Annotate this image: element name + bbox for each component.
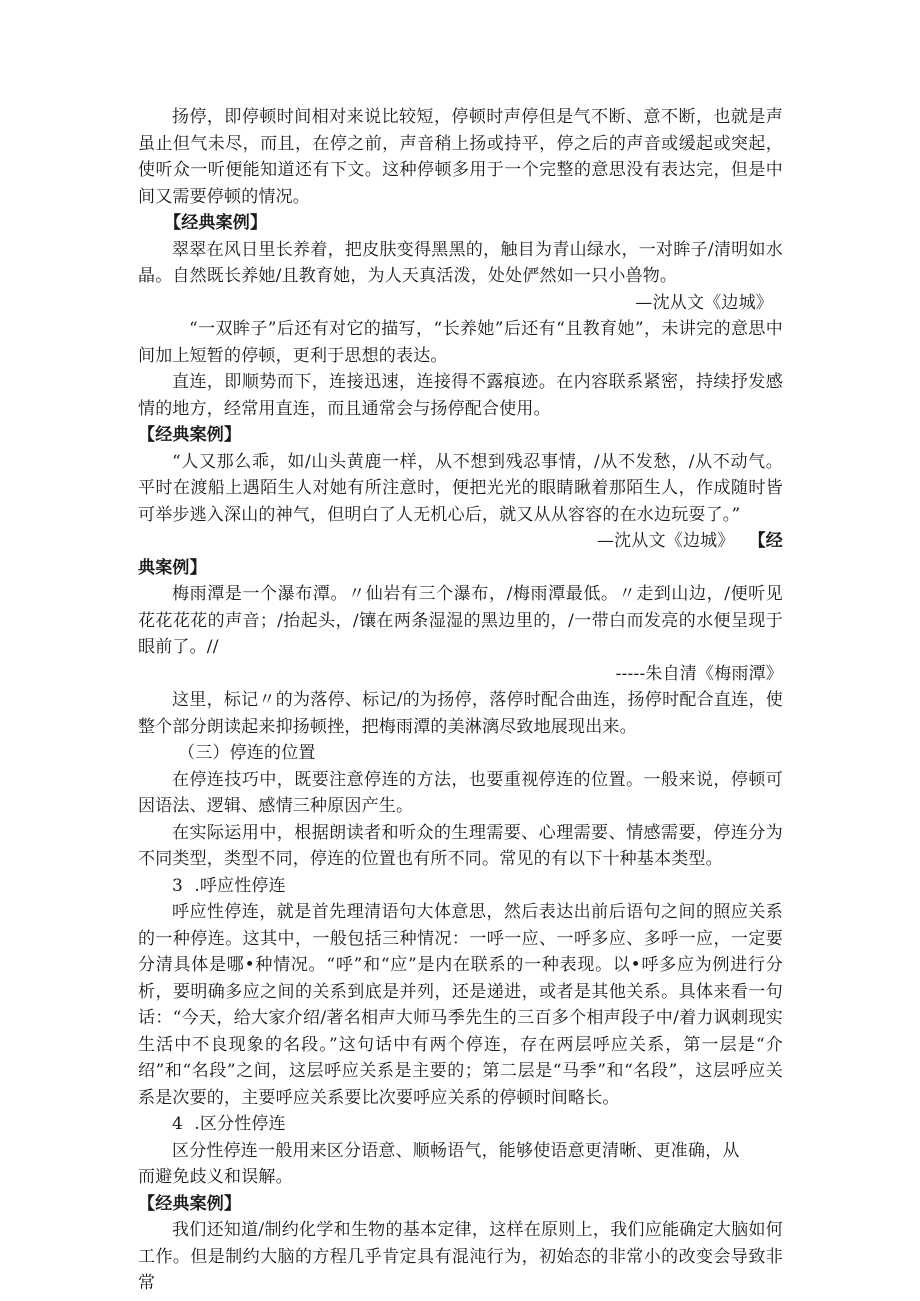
source-meiyutan: -----朱自清《梅雨潭》 — [615, 663, 783, 684]
paragraph-biancheng-quote: “人又那么乖，如/山头黄鹿一样，从不想到残忍事情，/从不发愁，/从不动气。平时在渡船上遇陌生人对她有所注意时，便把光光的眼睛瞅着那陌生人，作成随时皆可举步逃入深山的神气，但明白了人无机心后，就又从从容容的在水边玩耍了。” — [138, 451, 783, 525]
source-biancheng-2: —沈从文《边城》 — [596, 531, 735, 551]
section-heading-position: （三）停连的位置 — [178, 743, 316, 763]
heading-classic-case-2: 【经典案例】 — [138, 425, 242, 445]
heading-classic-case-1: 【经典案例】 — [164, 213, 268, 233]
paragraph-brain: 我们还知道/制约化学和生物的基本定律，这样在原则上，我们应能确定大脑如何工作。但是制约大脑的方程几乎肯定具有混沌行为，初始态的非常小的改变会导致非常 — [138, 1220, 783, 1293]
paragraph-huying: 呼应性停连，就是首先理清语句大体意思，然后表达出前后语句之间的照应关系的一种停连。这其中，一般包括三种情况：一呼一应、一呼多应、多呼一应，一定要分清具体是哪•种情况。“呼”和“应”是内在联系的一种表现。以•呼多应为例进行分析，要明确多应之间的关系到底是并列，还是递进，或者是其他关系。具体来看一句话：“今天，给大家介绍/著名相声大师马季先生的三百多个相声段子中/着力讽刺现实生活中不良现象的名段。”这句话中有两个停连，存在两层呼应关系，第一层是“介绍”和“名段”之间，这层呼应关系是主要的；第二层是“马季”和“名段”，这层呼应关系是次要的，主要呼应关系要比次要呼应关系的停顿时间略长。 — [138, 902, 783, 1108]
subheading-huying: 3 .呼应性停连 — [172, 875, 286, 896]
paragraph-explanation-1: “一双眸子”后还有对它的描写，“长养她”后还有“且教育她”，未讲完的意思中间加上短暂的停顿，更利于思想的表达。 — [138, 319, 783, 366]
document-page — [138, 104, 783, 1297]
paragraph-qufen-line2: 而避免歧义和误解。 — [138, 1167, 293, 1187]
paragraph-cuicui: 翠翠在风日里长养着，把皮肤变得黑黑的，触目为青山绿水，一对眸子/清明如水晶。自然既长养她/且教育她，为人天真活泼，处处俨然如一只小兽物。 — [138, 239, 783, 286]
paragraph-qufen-line1: 区分性停连一般用来区分语意、顺畅语气，能够使语意更清晰、更准确，从 — [172, 1140, 740, 1161]
heading-classic-case-3a: 【经 — [748, 531, 783, 551]
paragraph-zhilian: 直连，即顺势而下，连接迅速，连接得不露痕迹。在内容联系紧密，持续抒发感情的地方，经常用直连，而且通常会与扬停配合使用。 — [138, 372, 783, 419]
paragraph-position-1: 在停连技巧中，既要注意停连的方法，也要重视停连的位置。一般来说，停顿可因语法、逻辑、感情三种原因产生。 — [138, 769, 783, 816]
heading-classic-case-4: 【经典案例】 — [138, 1193, 242, 1214]
paragraph-meiyutan: 梅雨潭是一个瀑布潭。〃仙岩有三个瀑布，/梅雨潭最低。〃走到山边，/便听见花花花花的声音；/抬起头，/镶在两条湿湿的黑边里的，/一带白而发亮的水便呈现于眼前了。// — [138, 584, 783, 657]
heading-classic-case-3b: 典案例】 — [138, 557, 207, 578]
paragraph-explanation-2: 这里，标记〃的为落停、标记/的为扬停，落停时配合曲连，扬停时配合直连，使整个部分朗读起来抑扬顿挫，把梅雨潭的美淋漓尽致地展现出来。 — [138, 690, 783, 737]
source-biancheng-1: —沈从文《边城》 — [635, 292, 773, 313]
paragraph-position-2: 在实际运用中，根据朗读者和听众的生理需要、心理需要、情感需要，停连分为不同类型，类型不同，停连的位置也有所不同。常见的有以下十种基本类型。 — [138, 822, 783, 869]
paragraph-yangting: 扬停，即停顿时间相对来说比较短，停顿时声停但是气不断、意不断，也就是声虽止但气未尽，而且，在停之前，声音稍上扬或持平，停之后的声音或缓起或突起，使听众一听便能知道还有下文。这种停顿多用于一个完整的意思没有表达完，但是中间又需要停顿的情况。 — [138, 107, 783, 207]
source-biancheng-2-line — [138, 528, 783, 555]
subheading-qufen: 4 .区分性停连 — [172, 1114, 286, 1134]
